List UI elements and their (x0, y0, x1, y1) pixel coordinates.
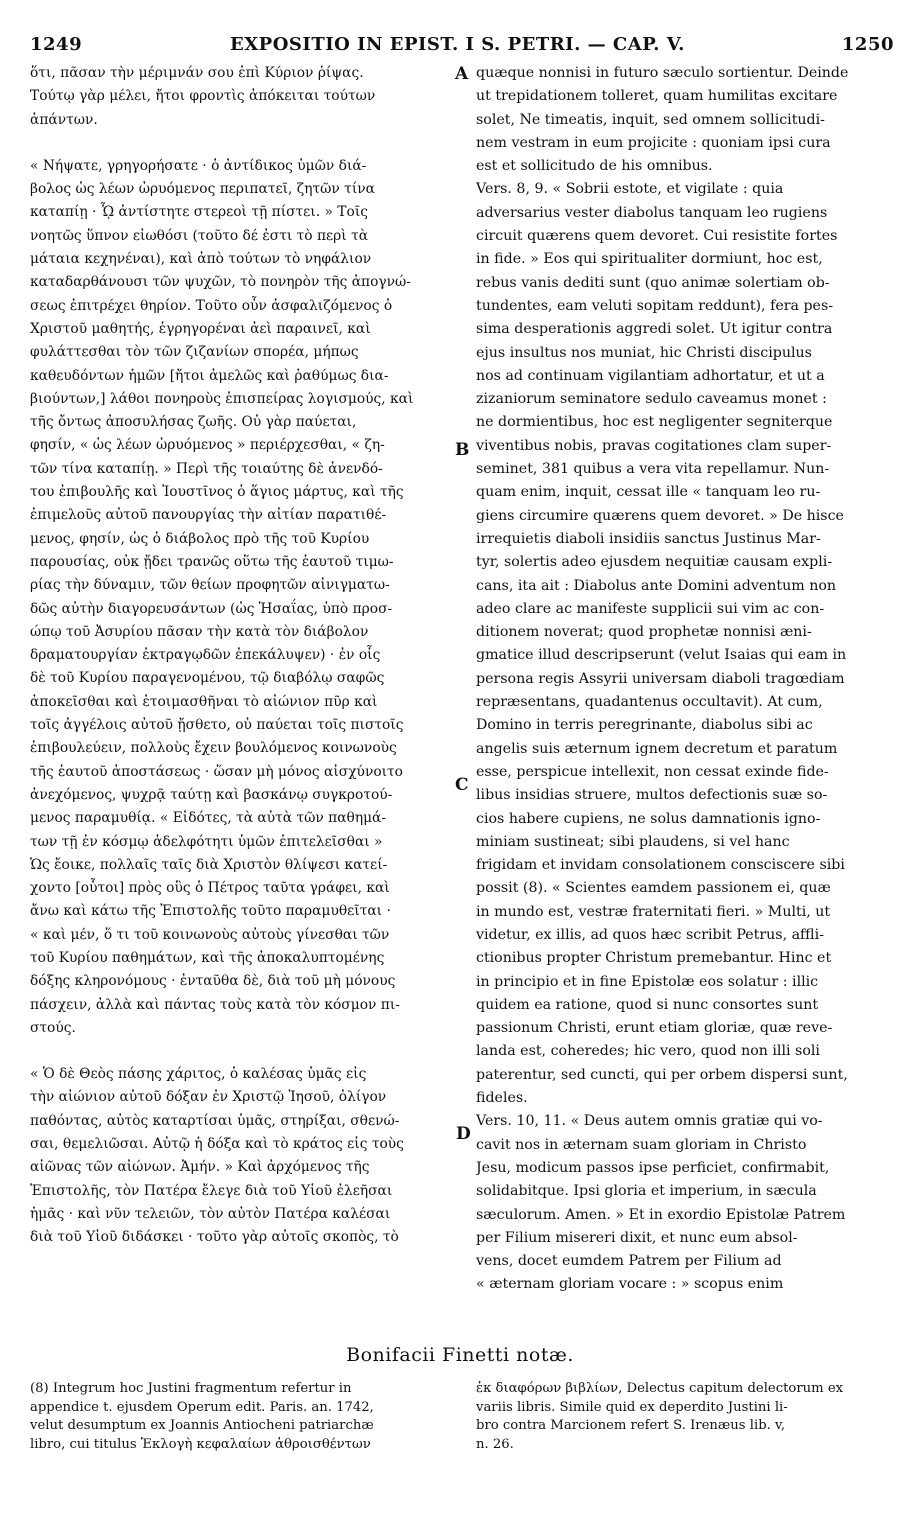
text-line: nos ad continuam vigilantiam adhortatur, et ut a (476, 367, 825, 384)
page-number-right: 1250 (841, 34, 894, 55)
text-line: βιούντων,] λάθοι πονηροὺς ἐπισπείρας λογισμούς, καὶ (30, 390, 414, 407)
text-line: παρουσίας, οὐκ ᾔδει τρανῶς οὕτω τῆς ἑαυτοῦ τιμω- (30, 553, 394, 570)
text-line: του ἐπιβουλῆς καὶ Ἰουστῖνος ὁ ἅγιος μάρτυς, καὶ τῆς (30, 484, 404, 501)
text-line: « Ὁ δὲ Θεὸς πάσης χάριτος, ὁ καλέσας ὑμᾶς εἰς (30, 1066, 367, 1083)
text-line: μενος παραμυθίᾳ. « Εἰδότες, τὰ αὐτὰ τῶν παθημά- (30, 810, 387, 827)
text-line: ἁπάντων. (30, 111, 98, 128)
text-line: tyr, solertis adeo ejusdem nequitiæ causam expli- (476, 554, 833, 571)
footnotes-left (30, 1380, 460, 1454)
text-line: miniam sustineat; sibi plaudens, si vel hanc (476, 833, 790, 850)
text-line: δὲ τοῦ Κυρίου παραγενομένου, τῷ διαβόλῳ σαφῶς (30, 670, 385, 687)
text-line: giens circumire quærens quem devoret. » De hisce (476, 507, 844, 524)
text-line: ut trepidationem tolleret, quam humilitas excitare (476, 88, 838, 105)
footnote-line: bro contra Marcionem refert S. Irenæus lib. v, (476, 1418, 786, 1433)
text-line: in fide. » Eos qui spiritualiter dormiunt, hoc est, (476, 251, 823, 268)
text-line: passionum Christi, erunt etiam gloriæ, quæ reve- (476, 1020, 833, 1037)
text-line: tundentes, eam veluti sopitam reddunt), fera pes- (476, 297, 834, 314)
text-line: ἀνεχόμενος, ψυχρᾷ ταύτῃ καὶ βασκάνῳ συγκροτού- (30, 786, 393, 803)
text-line: καταδαρθάνουσι τῶν ψυχῶν, τὸ πονηρὸν τῆς ἀπογνώ- (30, 274, 411, 291)
text-line: σαι, θεμελιῶσαι. Αὐτῷ ἡ δόξα καὶ τὸ κράτος εἰς τοὺς (30, 1136, 404, 1153)
text-line: ditionem noverat; quod prophetæ nonnisi æni- (476, 624, 812, 641)
text-line: ἡμᾶς · καὶ νῦν τελειῶν, τὸν αὐτὸν Πατέρα καλέσαι (30, 1205, 391, 1222)
footnote-line: libro, cui titulus Ἐκλογὴ κεφαλαίων ἀθροισθέντων (30, 1436, 371, 1452)
text-line: irrequietis diaboli insidiis sanctus Justinus Mar- (476, 530, 821, 547)
text-line: in mundo est, vestræ fraternitati fieri. » Multi, ut (476, 903, 831, 920)
margin-marker-c: C (455, 775, 469, 795)
text-line: φησίν, « ὡς λέων ὠρυόμενος » περιέρχεσθαι, « ζη- (30, 437, 385, 454)
running-title: EXPOSITIO IN EPIST. I S. PETRI. — CAP. V. (230, 34, 685, 55)
text-line: τοῦ Κυρίου παθημάτων, καὶ τῆς ἀποκαλυπτομένης (30, 949, 385, 966)
footnote-line: appendice t. ejusdem Operum edit. Paris. an. 1742, (30, 1399, 374, 1415)
text-line: zizaniorum seminatore sedulo caveamus monet : (476, 391, 827, 408)
text-line: rebus vanis dediti sunt (quo animæ solertiam ob- (476, 274, 830, 291)
text-line: cavit nos in æternam suam gloriam in Christo (476, 1136, 807, 1153)
text-line: ἐπιμελοῦς αὐτοῦ πανουργίας τὴν αἰτίαν παρατιθέ- (30, 507, 387, 524)
text-line: Τούτῳ γὰρ μέλει, ἤτοι φροντὶς ἀπόκειται τούτων (30, 88, 376, 105)
text-line: ejus insultus nos muniat, hic Christi discipulus (476, 344, 812, 361)
text-line: τὴν αἰώνιον αὐτοῦ δόξαν ἐν Χριστῷ Ἰησοῦ, ὀλίγον (30, 1089, 387, 1106)
text-line: βολος ὡς λέων ὠρυόμενος περιπατεῖ, ζητῶν τίνα (30, 181, 375, 198)
text-line: δραματουργίαν ἐκτραγῳδῶν ἐπεκάλυψεν) · ἐν οἷς (30, 647, 381, 664)
text-line: gmatice illud descripserunt (velut Isaias qui eam in (476, 647, 847, 664)
text-line: ώπῳ τοῦ Ἀσυρίου πᾶσαν τὴν κατὰ τὸν διάβολον (30, 623, 369, 640)
text-line: μάταια κεχηνέναι), καὶ ἀπὸ τούτων τὸ νηφάλιον (30, 251, 372, 268)
text-line: angelis suis æternum ignem decretum et paratum (476, 740, 838, 757)
text-line: τῶν τίνα καταπίῃ. » Περὶ τῆς τοιαύτης δὲ ἀνενδό- (30, 460, 383, 477)
text-line: Vers. 10, 11. « Deus autem omnis gratiæ qui vo- (476, 1113, 823, 1130)
text-line: στούς. (30, 1019, 76, 1036)
text-line: Ὡς ἔοικε, πολλαῖς ταῖς διὰ Χριστὸν θλίψεσι κατεί- (30, 856, 388, 873)
text-line: solidabitque. Ipsi gloria et imperium, in sæcula (476, 1183, 817, 1200)
text-line: solet, Ne timeatis, inquit, sed omnem sollicitudi- (476, 111, 825, 128)
text-line: διὰ τοῦ Υἱοῦ διδάσκει · τοῦτο γὰρ αὐτοῖς σκοπὸς, τὸ (30, 1229, 399, 1246)
text-line: χοντο [οὗτοι] πρὸς οὓς ὁ Πέτρος ταῦτα γράφει, καὶ (30, 880, 390, 897)
text-line: Vers. 8, 9. « Sobrii estote, et vigilate : quia (476, 181, 784, 198)
text-line: δῶς αὐτὴν διαγορευσάντων (ὡς Ἡσαΐας, ὑπὸ προσ- (30, 600, 393, 617)
text-line: frigidam et invidam consolationem consciscere sibi (476, 857, 845, 874)
text-line: esse, perspicue intellexit, non cessat exinde fide- (476, 763, 829, 780)
footnote-line: n. 26. (476, 1436, 514, 1452)
text-line: τῆς ὄντως ἀποσυλήσας ζωῆς. Οὐ γὰρ παύεται, (30, 414, 357, 431)
text-line: « Νήψατε, γρηγορήσατε · ὁ ἀντίδικος ὑμῶν διά- (30, 157, 367, 174)
text-line: τοῖς ἀγγέλοις αὐτοῦ ᾔσθετο, οὐ παύεται τοῖς πιστοῖς (30, 717, 404, 734)
footnote-line: ἐκ διαφόρων βιβλίων, Delectus capitum delectorum ex (476, 1381, 844, 1396)
text-line: vens, docet eumdem Patrem per Filium ad (476, 1253, 782, 1270)
footnote-line: velut desumptum ex Joannis Antiocheni patriarchæ (30, 1418, 374, 1433)
text-line: nem vestram in eum projicite : quoniam ipsi cura (476, 134, 831, 151)
margin-marker-a: A (455, 64, 469, 84)
text-line: Jesu, modicum passos ipse perficiet, confirmabit, (476, 1159, 830, 1176)
text-line: ctionibus propter Christum premebantur. Hinc et (476, 950, 832, 967)
text-line: landa est, coheredes; hic vero, quod non illi soli (476, 1043, 820, 1060)
text-line: possit (8). « Scientes eamdem passionem ei, quæ (476, 880, 831, 897)
text-line: libus insidias struere, multos defectionis suæ so- (476, 787, 828, 804)
text-line: Domino in terris peregrinante, diabolus sibi ac (476, 717, 813, 734)
footnotes-right (476, 1380, 886, 1454)
footnote-line: (8) Integrum hoc Justini fragmentum refertur in (30, 1381, 352, 1396)
greek-text-column (30, 62, 456, 1250)
text-line: sæculorum. Amen. » Et in exordio Epistolæ Patrem (476, 1206, 846, 1223)
text-line: repræsentans, quadantenus occultavit). At cum, (476, 694, 823, 711)
text-line: Ἐπιστολῆς, τὸν Πατέρα ἔλεγε διὰ τοῦ Υἱοῦ ἐλεῆσαι (30, 1182, 393, 1199)
text-line: ἄνω καὶ κάτω τῆς Ἐπιστολῆς τοῦτο παραμυθεῖται · (30, 903, 391, 920)
text-line: fideles. (476, 1090, 528, 1107)
text-line: νοητῶς ὕπνον εἰωθόσι (τοῦτο δέ ἐστι τὸ περὶ τὰ (30, 227, 369, 244)
latin-text-column (476, 62, 882, 1297)
notes-heading: Bonifacii Finetti notæ. (346, 1344, 574, 1366)
running-header (30, 34, 894, 56)
text-line: σεως ἐπιτρέχει θηρίον. Τοῦτο οὖν ἀσφαλιζόμενος ὁ (30, 297, 393, 314)
text-line: ρίας τὴν δύναμιν, τῶν θείων προφητῶν αἰνιγματω- (30, 577, 390, 594)
text-line: ἐπιβουλεύειν, πολλοὺς ἔχειν βουλόμενος κοινωνοὺς (30, 740, 397, 757)
text-line: φυλάττεσθαι τὸν τῶν ζιζανίων σπορέα, μήπως (30, 344, 359, 361)
text-line: est et sollicitudo de his omnibus. (476, 158, 713, 175)
text-line: circuit quærens quem devoret. Cui resistite fortes (476, 228, 838, 245)
text-line: adversarius vester diabolus tanquam leo rugiens (476, 204, 828, 221)
text-line: per Filium misereri dixit, et nunc eum absol- (476, 1229, 798, 1246)
page-number-left: 1249 (30, 34, 83, 55)
text-line: adeo clare ac manifeste supplicii sui vim ac con- (476, 600, 825, 617)
text-line: seminet, 381 quibus a vera vita repellamur. Nun- (476, 461, 830, 478)
text-line: paterentur, sed cuncti, qui per orbem dispersi sunt, (476, 1066, 848, 1083)
text-line: Χριστοῦ μαθητής, ἐγρηγορέναι ἀεὶ παραινεῖ, καὶ (30, 320, 371, 337)
text-line: quæque nonnisi in futuro sæculo sortientur. Deinde (476, 65, 849, 81)
text-line: ne dormientibus, hoc est negligenter segniterque (476, 414, 833, 431)
text-line: persona regis Assyrii universam diaboli tragœdiam (476, 670, 845, 687)
footnote-line: variis libris. Simile quid ex deperdito Justini li- (476, 1399, 788, 1415)
text-line: « æternam gloriam vocare : » scopus enim (476, 1276, 784, 1293)
text-line: sima desperationis aggredi solet. Ut igitur contra (476, 321, 833, 338)
text-line: τῆς ἑαυτοῦ ἀποστάσεως · ὥσαν μὴ μόνος αἰσχύνοιτο (30, 763, 403, 780)
text-line: πάσχειν, ἀλλὰ καὶ πάντας τοὺς κατὰ τὸν κόσμον πι- (30, 996, 400, 1013)
text-line: in principio et in fine Epistolæ eos solatur : illic (476, 973, 819, 990)
text-line: αἰῶνας τῶν αἰώνων. Ἀμήν. » Καὶ ἀρχόμενος τῆς (30, 1159, 370, 1176)
text-line: ἀποκεῖσθαι καὶ ἑτοιμασθῆναι τὸ αἰώνιον πῦρ καὶ (30, 693, 378, 710)
text-line: των τῇ ἐν κόσμῳ ἀδελφότητι ὑμῶν ἐπιτελεῖσθαι » (30, 833, 383, 850)
text-line: viventibus nobis, pravas cogitationes clam super- (476, 437, 832, 454)
text-line: quidem ea ratione, quod si nunc consortes sunt (476, 996, 819, 1013)
text-line: καθευδόντων ἡμῶν [ἤτοι ἀμελῶς καὶ ῥαθύμως δια- (30, 367, 389, 384)
text-line: καταπίῃ · ᾯ ἀντίστητε στερεοὶ τῇ πίστει. » Τοῖς (30, 204, 368, 221)
text-line: μενος, φησίν, ὡς ὁ διάβολος πρὸ τῆς τοῦ Κυρίου (30, 530, 370, 547)
text-line: « καὶ μέν, ὅ τι τοῦ κοινωνοὺς αὐτοὺς γίνεσθαι τῶν (30, 926, 390, 943)
text-line: παθόντας, αὐτὸς καταρτίσαι ὑμᾶς, στηρίξαι, σθενώ- (30, 1112, 400, 1129)
text-line: videtur, ex illis, ad quos hæc scribit Petrus, affli- (476, 926, 825, 943)
text-line: quam enim, inquit, cessat ille « tanquam leo ru- (476, 484, 821, 501)
text-line: ὅτι, πᾶσαν τὴν μέριμνάν σου ἐπὶ Κύριον ῥίψας. (30, 65, 364, 81)
text-line: δόξης κληρονόμους · ἐνταῦθα δὲ, διὰ τοῦ μὴ μόνους (30, 973, 396, 990)
margin-marker-d: D (456, 1124, 471, 1144)
text-line: cans, ita ait : Diabolus ante Domini adventum non (476, 577, 837, 594)
margin-marker-b: B (455, 440, 470, 460)
text-line: cios habere cupiens, ne solus damnationis igno- (476, 810, 821, 827)
